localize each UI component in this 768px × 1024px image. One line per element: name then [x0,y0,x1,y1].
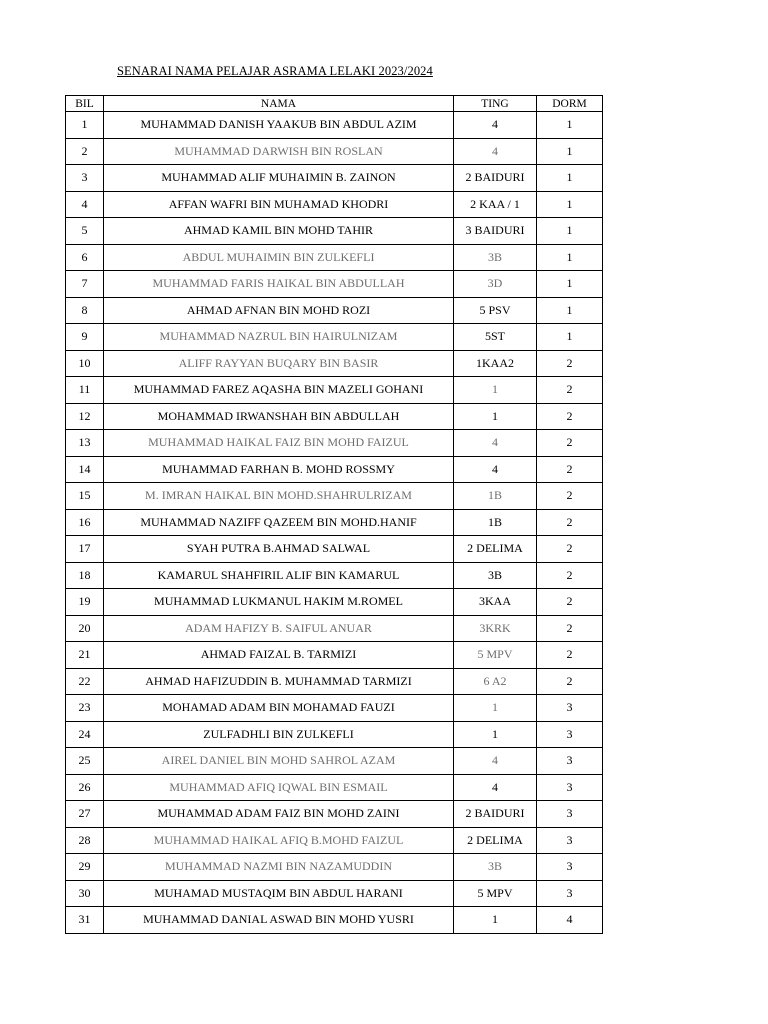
table-row [66,721,603,748]
cell-ting: 3 BAIDURI [454,218,537,245]
cell-nama: MUHAMMAD HAIKAL FAIZ BIN MOHD FAIZUL [104,430,454,457]
cell-dorm: 2 [537,377,603,404]
cell-ting: 4 [454,430,537,457]
cell-ting: 5 MPV [454,880,537,907]
cell-dorm: 2 [537,562,603,589]
cell-dorm: 2 [537,430,603,457]
cell-bil: 12 [66,403,104,430]
table-row [66,668,603,695]
table-row [66,165,603,192]
table-row [66,483,603,510]
table-row [66,112,603,139]
cell-nama: MUHAMMAD NAZRUL BIN HAIRULNIZAM [104,324,454,351]
cell-nama: AHMAD KAMIL BIN MOHD TAHIR [104,218,454,245]
table-row [66,695,603,722]
table-row [66,589,603,616]
cell-nama: MUHAMMAD DANIAL ASWAD BIN MOHD YUSRI [104,907,454,934]
cell-bil: 6 [66,244,104,271]
cell-nama: MUHAMMAD AFIQ IQWAL BIN ESMAIL [104,774,454,801]
cell-ting: 4 [454,138,537,165]
cell-nama: MUHAMMAD ADAM FAIZ BIN MOHD ZAINI [104,801,454,828]
cell-nama: AHMAD AFNAN BIN MOHD ROZI [104,297,454,324]
cell-dorm: 2 [537,350,603,377]
cell-bil: 27 [66,801,104,828]
table-row [66,748,603,775]
cell-nama: ALIFF RAYYAN BUQARY BIN BASIR [104,350,454,377]
cell-bil: 16 [66,509,104,536]
table-row [66,801,603,828]
table-row [66,271,603,298]
cell-dorm: 2 [537,668,603,695]
cell-nama: MOHAMAD ADAM BIN MOHAMAD FAUZI [104,695,454,722]
cell-dorm: 4 [537,907,603,934]
column-header-dorm: DORM [537,96,603,112]
cell-dorm: 1 [537,271,603,298]
cell-nama: KAMARUL SHAHFIRIL ALIF BIN KAMARUL [104,562,454,589]
cell-nama: SYAH PUTRA B.AHMAD SALWAL [104,536,454,563]
cell-bil: 4 [66,191,104,218]
cell-bil: 15 [66,483,104,510]
cell-ting: 3KRK [454,615,537,642]
table-row [66,297,603,324]
cell-ting: 4 [454,112,537,139]
table-row [66,218,603,245]
cell-dorm: 2 [537,403,603,430]
cell-ting: 2 BAIDURI [454,165,537,192]
cell-nama: MUHAMMAD DARWISH BIN ROSLAN [104,138,454,165]
page-title: SENARAI NAMA PELAJAR ASRAMA LELAKI 2023/2024 [117,64,433,78]
cell-ting: 6 A2 [454,668,537,695]
cell-bil: 31 [66,907,104,934]
cell-dorm: 1 [537,165,603,192]
cell-ting: 1 [454,695,537,722]
table-row [66,562,603,589]
cell-dorm: 2 [537,589,603,616]
table-row [66,536,603,563]
cell-dorm: 1 [537,191,603,218]
cell-bil: 22 [66,668,104,695]
cell-bil: 13 [66,430,104,457]
table-row [66,430,603,457]
cell-ting: 1 [454,721,537,748]
cell-ting: 2 DELIMA [454,536,537,563]
cell-bil: 2 [66,138,104,165]
column-header-bil: BIL [66,96,104,112]
cell-bil: 8 [66,297,104,324]
student-roster-table [65,95,603,934]
cell-ting: 1KAA2 [454,350,537,377]
cell-ting: 1 [454,403,537,430]
cell-dorm: 3 [537,827,603,854]
cell-ting: 2 KAA / 1 [454,191,537,218]
cell-dorm: 3 [537,721,603,748]
cell-dorm: 2 [537,483,603,510]
table-row [66,244,603,271]
cell-bil: 25 [66,748,104,775]
cell-dorm: 1 [537,112,603,139]
cell-dorm: 1 [537,324,603,351]
cell-nama: AFFAN WAFRI BIN MUHAMAD KHODRI [104,191,454,218]
cell-dorm: 3 [537,695,603,722]
cell-nama: MUHAMMAD HAIKAL AFIQ B.MOHD FAIZUL [104,827,454,854]
table-row [66,324,603,351]
cell-dorm: 1 [537,138,603,165]
cell-ting: 1B [454,483,537,510]
cell-bil: 20 [66,615,104,642]
table-row [66,880,603,907]
cell-bil: 19 [66,589,104,616]
cell-ting: 1B [454,509,537,536]
table-row [66,854,603,881]
cell-bil: 11 [66,377,104,404]
cell-ting: 3B [454,244,537,271]
cell-bil: 3 [66,165,104,192]
cell-ting: 4 [454,774,537,801]
cell-ting: 4 [454,748,537,775]
cell-dorm: 2 [537,536,603,563]
cell-nama: AHMAD FAIZAL B. TARMIZI [104,642,454,669]
cell-nama: MUHAMMAD NAZMI BIN NAZAMUDDIN [104,854,454,881]
cell-nama: MOHAMMAD IRWANSHAH BIN ABDULLAH [104,403,454,430]
table-row [66,642,603,669]
cell-bil: 14 [66,456,104,483]
cell-nama: ZULFADHLI BIN ZULKEFLI [104,721,454,748]
cell-ting: 3B [454,854,537,881]
table-row [66,350,603,377]
cell-bil: 1 [66,112,104,139]
cell-ting: 2 BAIDURI [454,801,537,828]
cell-bil: 26 [66,774,104,801]
cell-bil: 30 [66,880,104,907]
cell-bil: 9 [66,324,104,351]
cell-bil: 18 [66,562,104,589]
cell-nama: ABDUL MUHAIMIN BIN ZULKEFLI [104,244,454,271]
cell-ting: 5ST [454,324,537,351]
cell-dorm: 3 [537,854,603,881]
cell-bil: 10 [66,350,104,377]
cell-bil: 24 [66,721,104,748]
cell-dorm: 2 [537,509,603,536]
table-row [66,907,603,934]
cell-nama: MUHAMAD MUSTAQIM BIN ABDUL HARANI [104,880,454,907]
table-body [66,112,603,934]
cell-nama: MUHAMMAD NAZIFF QAZEEM BIN MOHD.HANIF [104,509,454,536]
cell-dorm: 1 [537,244,603,271]
cell-nama: AIREL DANIEL BIN MOHD SAHROL AZAM [104,748,454,775]
table-row [66,827,603,854]
cell-ting: 4 [454,456,537,483]
cell-bil: 17 [66,536,104,563]
cell-ting: 3D [454,271,537,298]
cell-nama: MUHAMMAD LUKMANUL HAKIM M.ROMEL [104,589,454,616]
cell-nama: ADAM HAFIZY B. SAIFUL ANUAR [104,615,454,642]
cell-dorm: 3 [537,880,603,907]
cell-dorm: 3 [537,774,603,801]
cell-dorm: 3 [537,801,603,828]
cell-nama: MUHAMMAD ALIF MUHAIMIN B. ZAINON [104,165,454,192]
cell-bil: 21 [66,642,104,669]
cell-ting: 5 MPV [454,642,537,669]
cell-nama: AHMAD HAFIZUDDIN B. MUHAMMAD TARMIZI [104,668,454,695]
cell-dorm: 3 [537,748,603,775]
cell-nama: MUHAMMAD FAREZ AQASHA BIN MAZELI GOHANI [104,377,454,404]
cell-bil: 5 [66,218,104,245]
cell-dorm: 2 [537,615,603,642]
cell-nama: M. IMRAN HAIKAL BIN MOHD.SHAHRULRIZAM [104,483,454,510]
cell-ting: 1 [454,377,537,404]
table-row [66,774,603,801]
table-row [66,615,603,642]
cell-ting: 3KAA [454,589,537,616]
cell-bil: 28 [66,827,104,854]
cell-bil: 7 [66,271,104,298]
cell-dorm: 1 [537,218,603,245]
cell-nama: MUHAMMAD FARIS HAIKAL BIN ABDULLAH [104,271,454,298]
cell-ting: 5 PSV [454,297,537,324]
cell-ting: 1 [454,907,537,934]
cell-nama: MUHAMMAD DANISH YAAKUB BIN ABDUL AZIM [104,112,454,139]
table-row [66,138,603,165]
cell-dorm: 1 [537,297,603,324]
cell-dorm: 2 [537,456,603,483]
column-header-ting: TING [454,96,537,112]
cell-bil: 23 [66,695,104,722]
table-row [66,509,603,536]
table-row [66,191,603,218]
cell-ting: 2 DELIMA [454,827,537,854]
table-row [66,456,603,483]
cell-bil: 29 [66,854,104,881]
table-header-row [66,96,603,112]
cell-ting: 3B [454,562,537,589]
column-header-nama: NAMA [104,96,454,112]
cell-dorm: 2 [537,642,603,669]
table-row [66,377,603,404]
table-row [66,403,603,430]
cell-nama: MUHAMMAD FARHAN B. MOHD ROSSMY [104,456,454,483]
